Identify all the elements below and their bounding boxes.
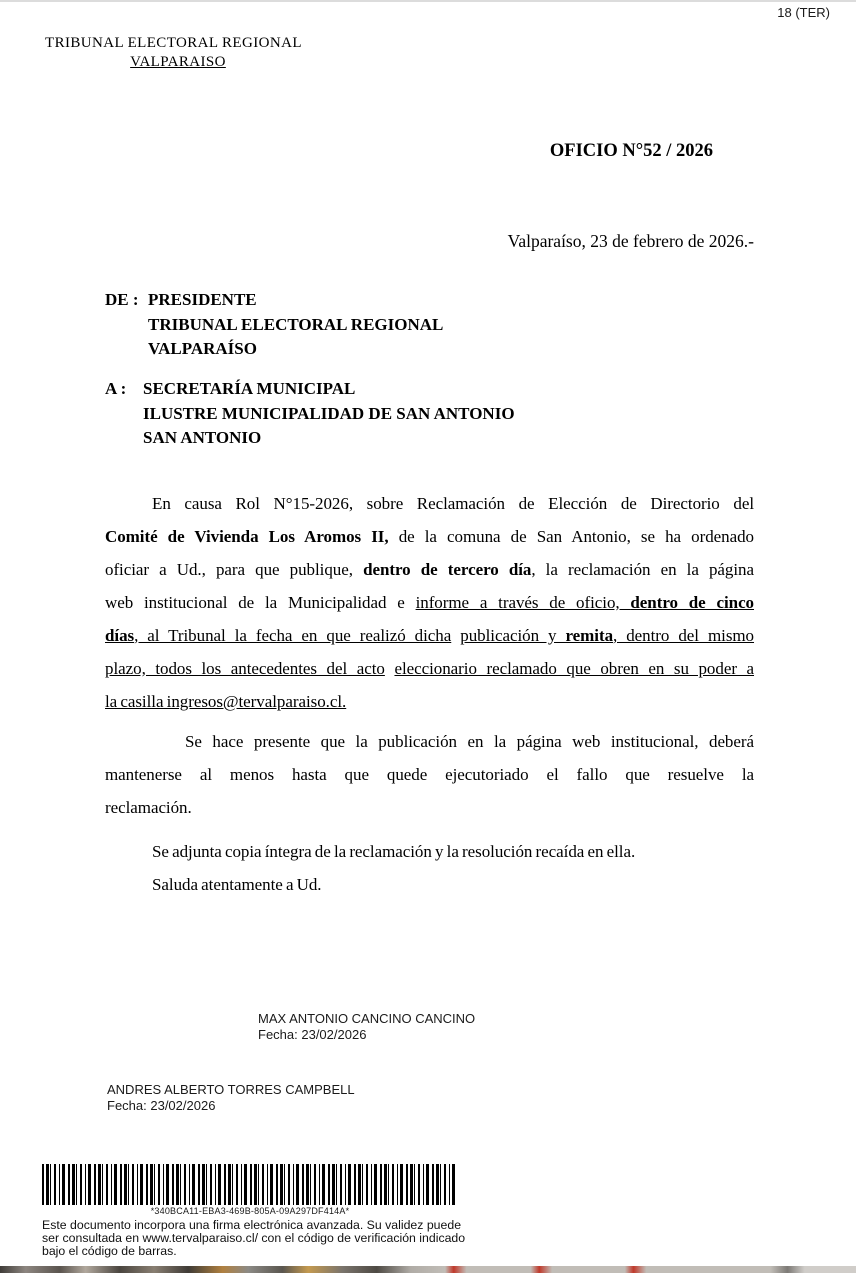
body-line [105,791,754,824]
body-line [105,553,754,586]
letterhead [45,35,311,71]
footer-text [42,1219,482,1259]
text-line: bajo el código de barras. [42,1244,177,1259]
barcode-image [42,1164,458,1205]
text-line: SECRETARÍA MUNICIPAL [143,379,356,398]
body-segment: oficiar a Ud., para que publique, [105,560,364,579]
body-segment: , dentro del mismo [613,626,755,645]
body-line [105,652,754,685]
body-segment: Se hace presente que la publicación en la página web institucional, deberá [185,732,754,751]
signature-block [258,1011,475,1042]
body-line [105,520,754,553]
body-line [105,685,754,718]
barcode-caption: *340BCA11-EBA3-469B-805A-09A297DF414A* [150,1206,350,1216]
text-line: VALPARAÍSO [148,339,257,358]
body-segment: eleccionario reclamado que obren en su poder a [394,659,755,678]
letterhead-institution: TRIBUNAL ELECTORAL REGIONAL [45,35,302,51]
body-segment: dentro de tercero día [363,560,532,579]
body-segment: , la reclamación en la página [531,560,754,579]
body-segment: remita [565,626,614,645]
oficio-number-title: OFICIO N°52 / 2026 [549,141,713,161]
body-segment: Se adjunta copia íntegra de la reclamación y la resolución recaída en ella. [152,842,636,861]
body-segment: mantenerse al menos hasta que quede ejecutoriado el fallo que resuelve la [105,765,754,784]
body-line [105,725,754,758]
page-number-label: 18 (TER) [777,5,830,20]
body-segment: días [105,626,135,645]
from-label: DE : [105,290,139,309]
to-label: A : [105,379,127,398]
body-segment: Saluda atentamente a Ud. [152,875,322,894]
text-line: PRESIDENTE [148,290,257,309]
from-lines [148,288,443,362]
from-block [105,288,443,362]
body-line [105,586,754,619]
text-line: ILUSTRE MUNICIPALIDAD DE SAN ANTONIO [143,403,515,423]
body-line [105,835,754,868]
signature-name: MAX ANTONIO CANCINO CANCINO [258,1011,476,1026]
body-segment: plazo, todos los antecedentes del acto [105,659,385,678]
text-line: SAN ANTONIO [143,428,262,447]
body-segment: dentro de cinco [630,593,755,612]
signature-date: Fecha: 23/02/2026 [258,1026,367,1042]
page-top-edge [0,0,856,2]
body-segment: , al Tribunal la fecha en que realizó dicha [134,626,452,645]
body-segment: publicación y [460,626,566,645]
bottom-edge-strip [0,1266,856,1273]
body-segment: la casilla ingresos@tervalparaiso.cl. [105,692,347,711]
text-line: Este documento incorpora una firma electrónica avanzada. Su validez puede [42,1218,462,1232]
body-segment: de la comuna de San Antonio, se ha ordenado [388,527,755,546]
body-text [105,487,754,901]
to-lines [143,377,515,451]
signature-date: Fecha: 23/02/2026 [107,1097,216,1113]
letterhead-region: VALPARAISO [130,54,226,70]
body-line [105,487,754,520]
body-segment: En causa Rol N°15-2026, sobre Reclamación de Elección de Directorio del [152,494,754,513]
date-line: Valparaíso, 23 de febrero de 2026.- [507,231,754,251]
body-segment: web institucional de la Municipalidad e [105,593,416,612]
body-segment: informe a través de oficio, [415,593,631,612]
body-segment: Comité de Vivienda Los Aromos II, [105,527,389,546]
body-line [105,758,754,791]
body-segment [451,626,460,645]
text-line: ser consultada en www.tervalparaiso.cl/ con el código de verificación indicado [42,1231,466,1246]
signature-block [107,1082,355,1113]
signature-name: ANDRES ALBERTO TORRES CAMPBELL [107,1082,355,1097]
body-line [105,868,754,901]
body-segment: reclamación. [105,798,192,817]
to-block [105,377,515,451]
text-line: TRIBUNAL ELECTORAL REGIONAL [148,314,444,334]
body-line [105,619,754,652]
